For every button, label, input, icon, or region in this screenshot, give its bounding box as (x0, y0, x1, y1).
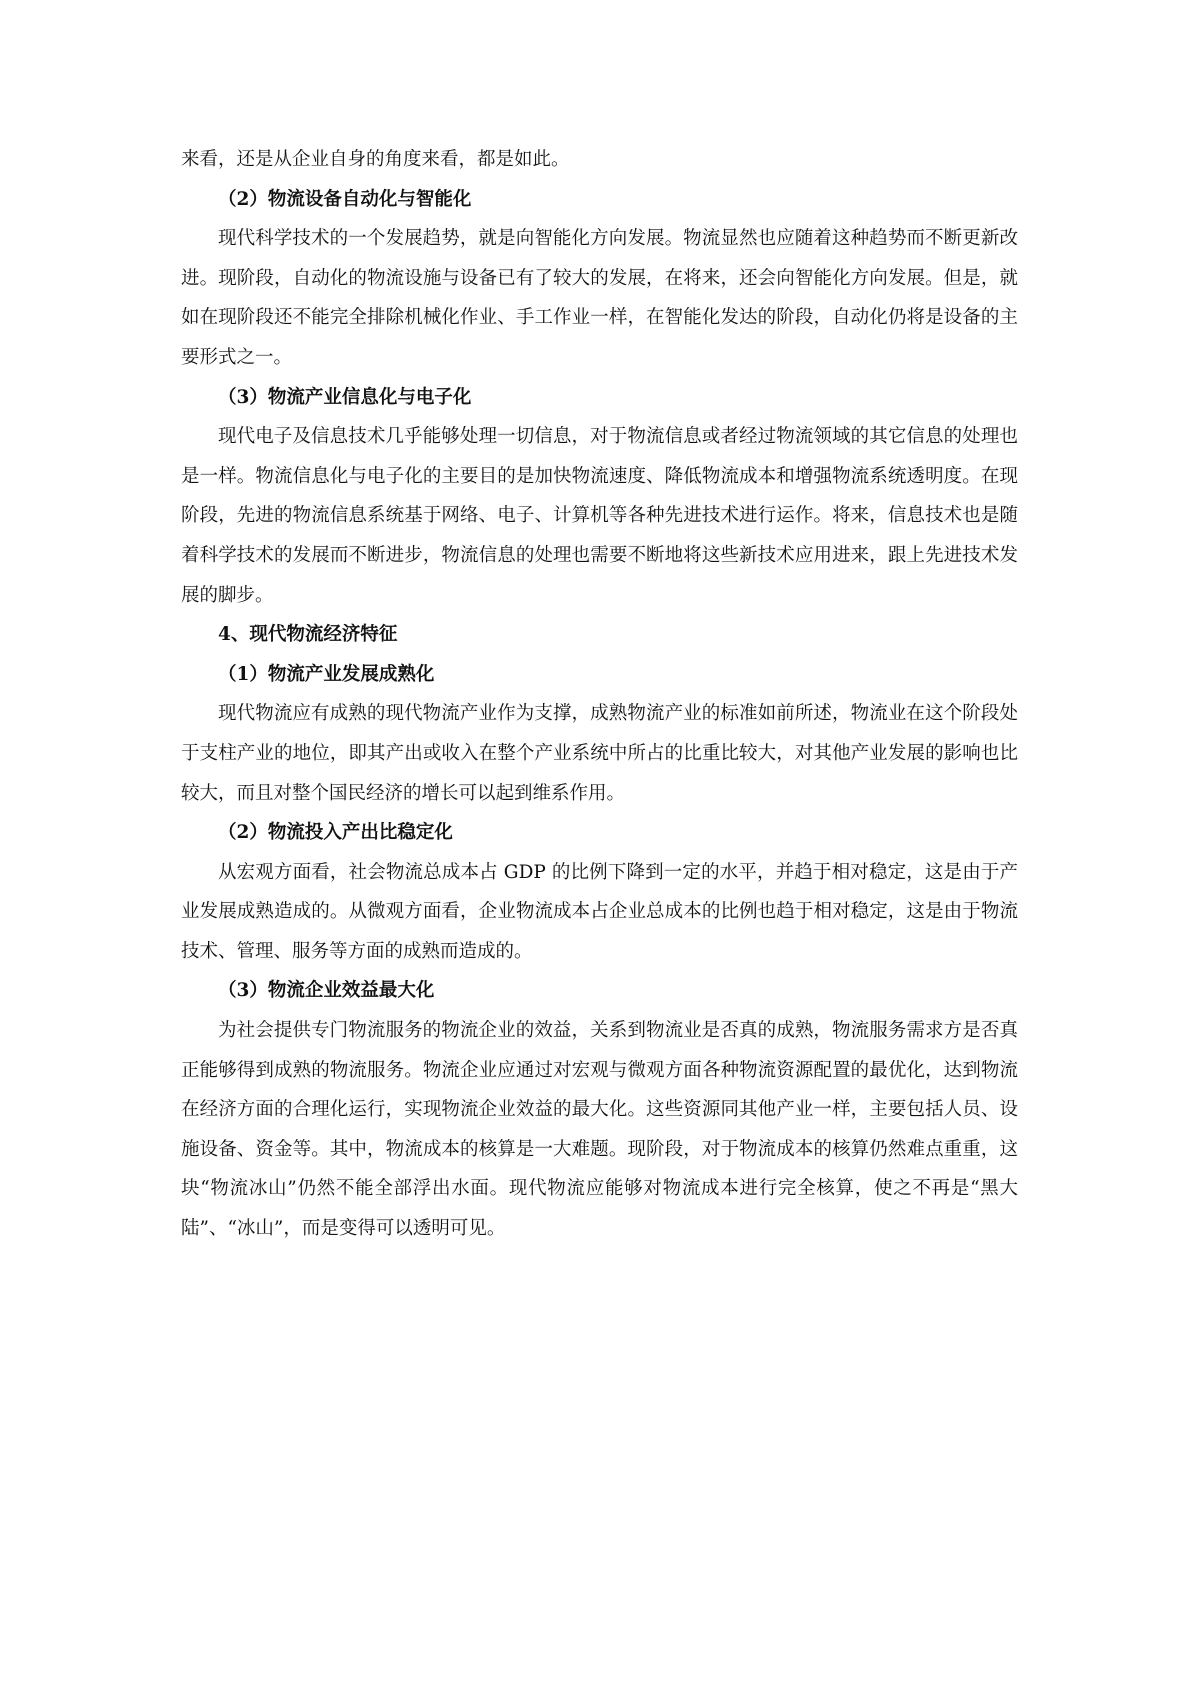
paragraph-automation: 现代科学技术的一个发展趋势，就是向智能化方向发展。物流显然也应随着这种趋势而不断更新改进。现阶段，自动化的物流设施与设备已有了较大的发展，在将来，还会向智能化方向发展。但是，就如在现阶段还不能完全排除机械化作业、手工作业一样，在智能化发达的阶段，自动化仍将是设备的主要形式之一。 (181, 228, 1018, 368)
section-heading-maturity: （1）物流产业发展成熟化 (218, 663, 435, 685)
document-page (181, 140, 1018, 1249)
paragraph-informatization: 现代电子及信息技术几乎能够处理一切信息，对于物流信息或者经过物流领域的其它信息的处理也是一样。物流信息化与电子化的主要目的是加快物流速度、降低物流成本和增强物流系统透明度。在现阶段，先进的物流信息系统基于网络、电子、计算机等各种先进技术进行运作。将来，信息技术也是随着科学技术的发展而不断进步，物流信息的处理也需要不断地将这些新技术应用进来，跟上先进技术发展的脚步。 (181, 426, 1018, 606)
paragraph-enterprise-benefit: 为社会提供专门物流服务的物流企业的效益，关系到物流业是否真的成熟，物流服务需求方是否真正能够得到成熟的物流服务。物流企业应通过对宏观与微观方面各种物流资源配置的最优化，达到物流在经济方面的合理化运行，实现物流企业效益的最大化。这些资源同其他产业一样，主要包括人员、设施设备、资金等。其中，物流成本的核算是一大难题。现阶段，对于物流成本的核算仍然难点重重，这块“物流冰山”仍然不能全部浮出水面。现代物流应能够对物流成本进行完全核算，使之不再是“黑大陆”、“冰山”，而是变得可以透明可见。 (181, 1020, 1018, 1240)
chapter-heading-economic-features: 4、现代物流经济特征 (218, 624, 398, 646)
continuation-paragraph: 来看，还是从企业自身的角度来看，都是如此。 (181, 149, 570, 170)
paragraph-maturity: 现代物流应有成熟的现代物流产业作为支撑，成熟物流产业的标准如前所述，物流业在这个阶段处于支柱产业的地位，即其产出或收入在整个产业系统中所占的比重比较大，对其他产业发展的影响也比较大，而且对整个国民经济的增长可以起到维系作用。 (181, 703, 1018, 804)
section-heading-informatization: （3）物流产业信息化与电子化 (218, 386, 472, 408)
section-heading-enterprise-benefit: （3）物流企业效益最大化 (218, 980, 435, 1002)
section-heading-automation: （2）物流设备自动化与智能化 (218, 188, 472, 210)
section-heading-io-ratio: （2）物流投入产出比稳定化 (218, 822, 453, 844)
paragraph-io-ratio: 从宏观方面看，社会物流总成本占 GDP 的比例下降到一定的水平，并趋于相对稳定，这是由于产业发展成熟造成的。从微观方面看，企业物流成本占企业总成本的比例也趋于相对稳定，这是由于物流技术、管理、服务等方面的成熟而造成的。 (181, 861, 1018, 962)
